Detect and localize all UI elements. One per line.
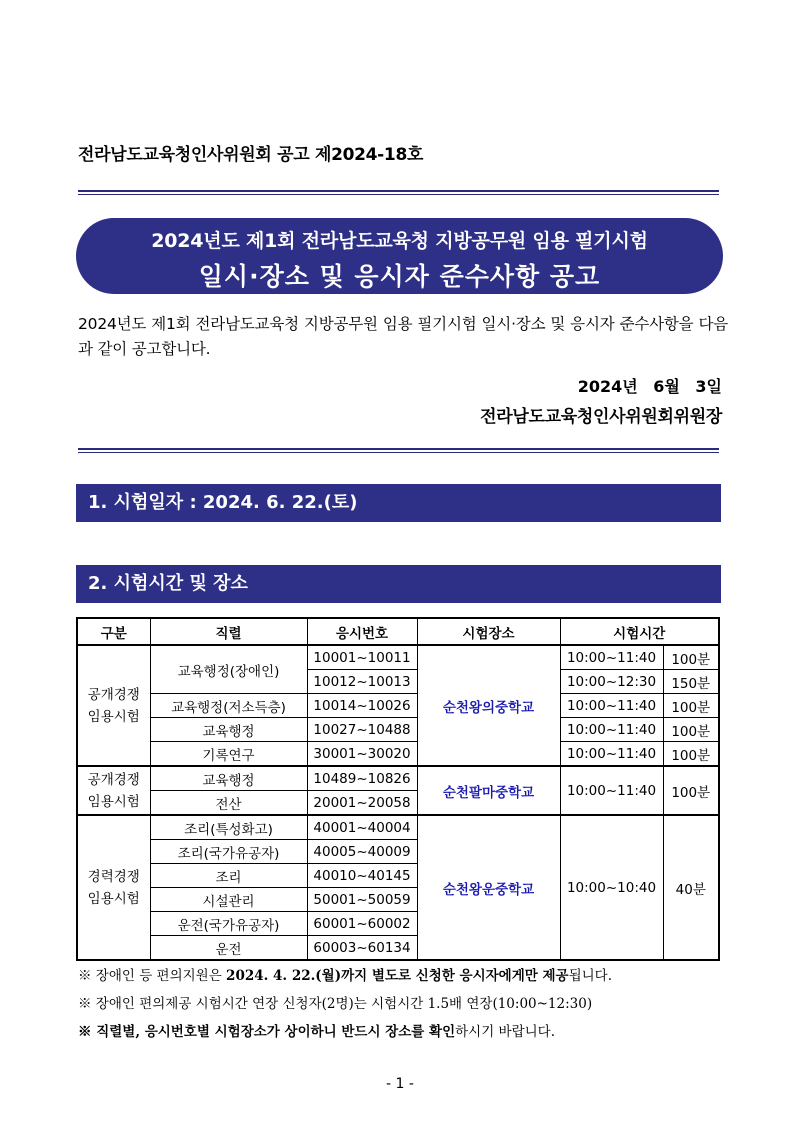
category-cell: 공개경쟁 임용시험 [77, 645, 150, 766]
duration-cell: 100분 [663, 718, 719, 742]
table-row [77, 815, 719, 840]
top-divider [78, 190, 719, 195]
duration-cell: 100분 [663, 694, 719, 718]
job-cell: 운전 [150, 936, 307, 961]
number-cell: 10027~10488 [307, 718, 417, 742]
section-exam-date: 1. 시험일자 : 2024. 6. 22.(토) [76, 484, 721, 522]
page-number: - 1 - [386, 1076, 414, 1092]
venue-cell: 순천왕의중학교 [417, 645, 560, 766]
table-row [77, 718, 719, 742]
duration-cell: 40분 [663, 815, 719, 960]
time-cell: 10:00~11:40 [560, 742, 663, 767]
notice-date: 2024년 6월 3일 [577, 377, 722, 396]
job-cell: 시설관리 [150, 888, 307, 912]
issuer-name: 전라남도교육청인사위원회위원장 [480, 407, 722, 427]
job-cell: 운전(국가유공자) [150, 912, 307, 936]
number-cell: 10014~10026 [307, 694, 417, 718]
duration-cell: 150분 [663, 670, 719, 694]
mid-divider [78, 448, 719, 453]
note-1-text: ※ 장애인 등 편의지원은 [78, 968, 227, 984]
venue-cell: 순천팔마중학교 [417, 766, 560, 815]
number-cell: 10012~10013 [307, 670, 417, 694]
number-cell: 20001~20058 [307, 791, 417, 816]
note-1-suffix: 됩니다. [568, 968, 612, 984]
section-exam-time-place: 2. 시험시간 및 장소 [76, 565, 721, 603]
job-cell: 기록연구 [150, 742, 307, 767]
time-cell: 10:00~11:40 [560, 718, 663, 742]
banner-line1: 2024년도 제1회 전라남도교육청 지방공무원 임용 필기시험 [151, 230, 648, 252]
job-cell: 교육행정 [150, 718, 307, 742]
time-cell: 10:00~12:30 [560, 670, 663, 694]
number-cell: 30001~30020 [307, 742, 417, 767]
job-cell: 조리(특성화고) [150, 815, 307, 840]
header-venue: 시험장소 [417, 618, 560, 645]
header-time: 시험시간 [560, 618, 719, 645]
banner-line2: 일시·장소 및 응시자 준수사항 공고 [198, 262, 601, 291]
time-cell: 10:00~11:40 [560, 694, 663, 718]
title-banner [76, 218, 723, 294]
header-job: 직렬 [150, 618, 307, 645]
time-cell: 10:00~11:40 [560, 645, 663, 670]
category-cell: 경력경쟁 임용시험 [77, 815, 150, 960]
number-cell: 40005~40009 [307, 840, 417, 864]
number-cell: 40010~40145 [307, 864, 417, 888]
number-cell: 60003~60134 [307, 936, 417, 961]
table-header-row [77, 618, 719, 645]
note-1 [78, 962, 612, 990]
number-cell: 10489~10826 [307, 766, 417, 791]
table-row [77, 694, 719, 718]
job-cell: 교육행정 [150, 766, 307, 791]
job-cell: 교육행정(장애인) [150, 645, 307, 694]
duration-cell: 100분 [663, 766, 719, 815]
notes-block [78, 962, 612, 1046]
number-cell: 50001~50059 [307, 888, 417, 912]
job-cell: 조리 [150, 864, 307, 888]
table-row [77, 766, 719, 791]
table-row [77, 742, 719, 767]
notice-number: 전라남도교육청인사위원회 공고 제2024-18호 [78, 145, 424, 165]
time-cell: 10:00~11:40 [560, 766, 663, 815]
table-row [77, 645, 719, 670]
number-cell: 40001~40004 [307, 815, 417, 840]
number-cell: 60001~60002 [307, 912, 417, 936]
duration-cell: 100분 [663, 742, 719, 767]
job-cell: 조리(국가유공자) [150, 840, 307, 864]
time-cell: 10:00~10:40 [560, 815, 663, 960]
category-cell: 공개경쟁 임용시험 [77, 766, 150, 815]
venue-cell: 순천왕운중학교 [417, 815, 560, 960]
intro-paragraph: 2024년도 제1회 전라남도교육청 지방공무원 임용 필기시험 일시·장소 및 응시자 준수사항을 다음과 같이 공고합니다. [78, 315, 728, 358]
schedule-table [76, 617, 720, 961]
header-category: 구분 [77, 618, 150, 645]
note-2: ※ 장애인 편의제공 시험시간 연장 신청자(2명)는 시험시간 1.5배 연장(10:00~12:30) [78, 996, 593, 1012]
note-1-emphasis: 2024. 4. 22.(월)까지 별도로 신청한 응시자에게만 제공 [226, 968, 569, 984]
note-3-emphasis: ※ 직렬별, 응시번호별 시험장소가 상이하니 반드시 장소를 확인 [78, 1024, 456, 1040]
number-cell: 10001~10011 [307, 645, 417, 670]
job-cell: 교육행정(저소득층) [150, 694, 307, 718]
duration-cell: 100분 [663, 645, 719, 670]
job-cell: 전산 [150, 791, 307, 816]
note-3-suffix: 하시기 바랍니다. [455, 1024, 555, 1040]
note-3 [78, 1018, 612, 1046]
header-number: 응시번호 [307, 618, 417, 645]
